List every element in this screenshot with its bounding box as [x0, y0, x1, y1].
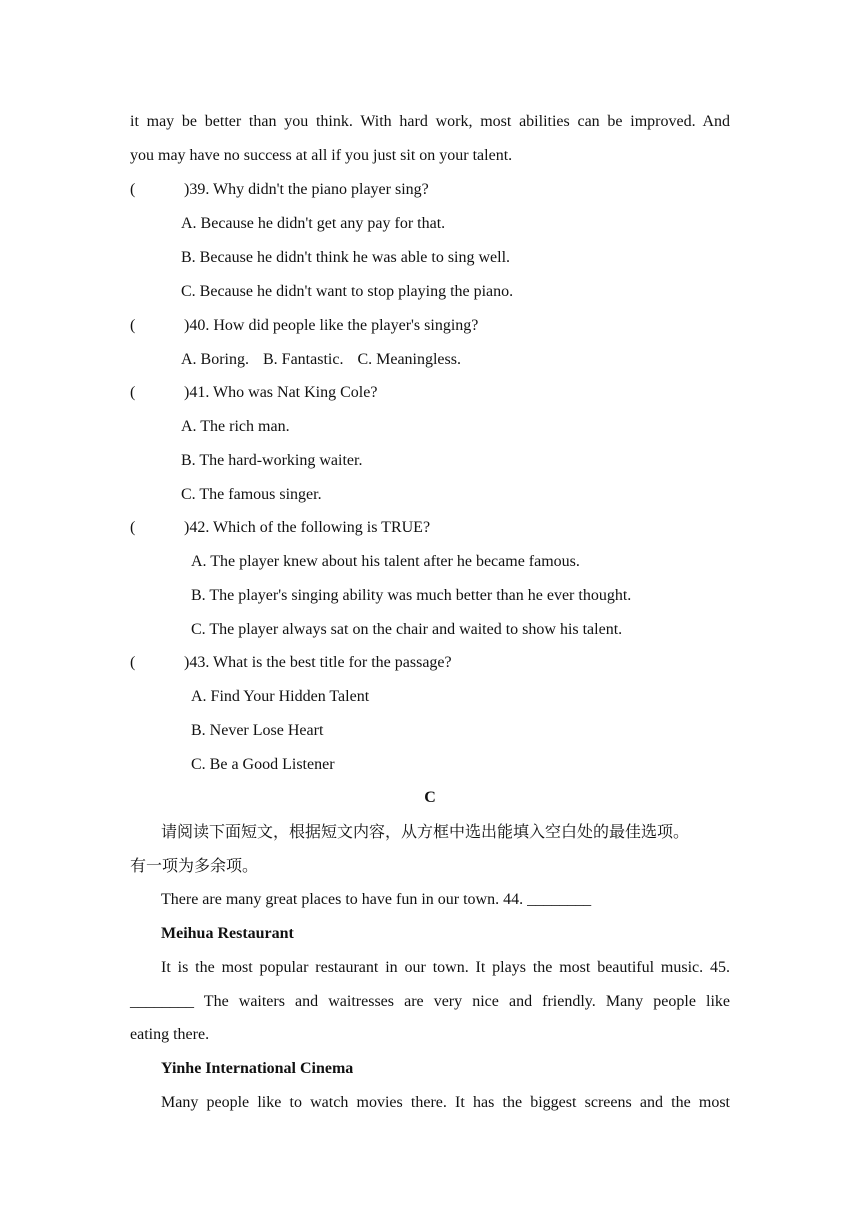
question-40 [130, 316, 478, 336]
option-a: A. The player knew about his talent after he became famous. [191, 553, 580, 570]
question-stem: )41. Who was Nat King Cole? [184, 384, 378, 401]
option-c: C. The player always sat on the chair and waited to show his talent. [191, 621, 623, 638]
question-stem: )40. How did people like the player's singing? [184, 317, 479, 334]
answer-paren: ( [130, 384, 136, 401]
question-43 [130, 653, 452, 673]
option-b: B. The hard-working waiter. [181, 452, 363, 469]
section-heading: C [424, 789, 436, 806]
passage-text-line: you may have no success at all if you just sit on your talent. [130, 147, 513, 164]
option-c: C. Because he didn't want to stop playing the piano. [181, 283, 514, 300]
answer-paren: ( [130, 317, 136, 334]
option-a: A. Boring. [181, 351, 249, 368]
option-b: B. Never Lose Heart [191, 722, 324, 739]
answer-paren: ( [130, 519, 136, 536]
option-c: C. Meaningless. [357, 351, 461, 368]
question-39 [130, 180, 429, 200]
question-41 [130, 383, 377, 403]
passage-text-line: It is the most popular restaurant in our town. It plays the most beautiful music. 45. [161, 959, 730, 976]
instruction-text: 有一项为多余项。 [130, 856, 259, 875]
option-b: B. Fantastic. [263, 351, 344, 368]
question-42 [130, 518, 430, 538]
question-stem: )43. What is the best title for the passage? [184, 654, 452, 671]
option-c: C. Be a Good Listener [191, 756, 335, 773]
option-b: B. Because he didn't think he was able to sing well. [181, 249, 511, 266]
options-inline [181, 350, 461, 370]
option-c: C. The famous singer. [181, 486, 322, 503]
option-b: B. The player's singing ability was much better than he ever thought. [191, 587, 632, 604]
question-stem: )39. Why didn't the piano player sing? [184, 181, 429, 198]
passage-text-line: eating there. [130, 1026, 210, 1043]
option-a: A. The rich man. [181, 418, 290, 435]
option-a: A. Because he didn't get any pay for that. [181, 215, 446, 232]
place-title: Yinhe International Cinema [161, 1060, 354, 1077]
passage-text-line: ________ The waiters and waitresses are very nice and friendly. Many people like [130, 993, 730, 1010]
passage-text-line: There are many great places to have fun in our town. 44. ________ [161, 891, 592, 908]
passage-text-line: it may be better than you think. With hard work, most abilities can be improved. And [130, 113, 730, 130]
answer-paren: ( [130, 181, 136, 198]
passage-text-line: Many people like to watch movies there. It has the biggest screens and the most [161, 1094, 730, 1111]
question-stem: )42. Which of the following is TRUE? [184, 519, 431, 536]
option-a: A. Find Your Hidden Talent [191, 688, 370, 705]
answer-paren: ( [130, 654, 136, 671]
instruction-text: 请阅读下面短文，根据短文内容，从方框中选出能填入空白处的最佳选项。 [161, 822, 690, 841]
place-title: Meihua Restaurant [161, 925, 294, 942]
